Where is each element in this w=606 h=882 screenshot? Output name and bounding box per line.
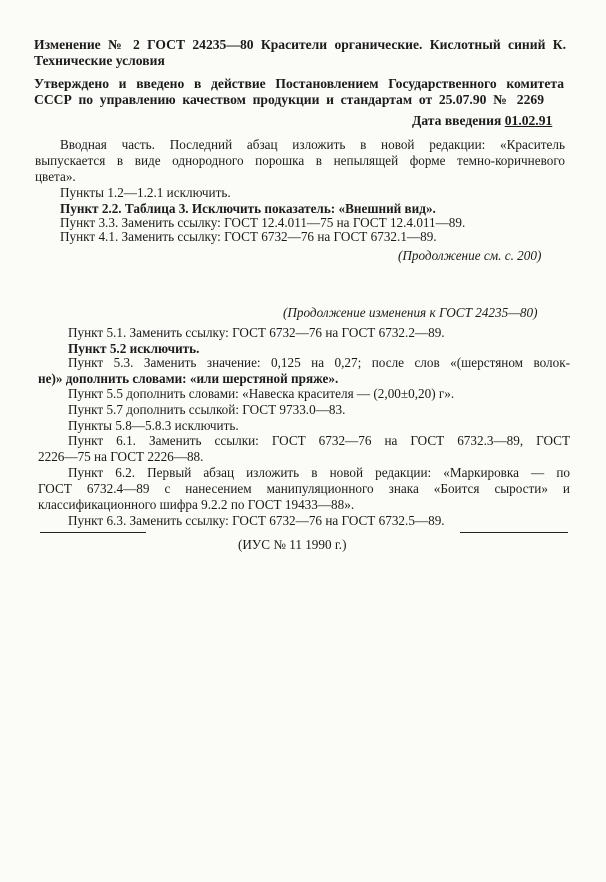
item-6-3: Пункт 6.3. Заменить ссылку: ГОСТ 6732—76 на ГОСТ 6732.5—89.: [68, 513, 445, 528]
item-4-1: Пункт 4.1. Заменить ссылку: ГОСТ 6732—76 на ГОСТ 6732.1—89.: [60, 229, 437, 244]
item-5-2: Пункт 5.2 исключить.: [68, 341, 200, 356]
source-reference: (ИУС № 11 1990 г.): [238, 537, 347, 552]
item-6-2-line2: ГОСТ 6732.4—89 с нанесением манипуляционного знака «Боится сырости» и: [38, 481, 570, 496]
intro-paragraph-line3: цвета».: [35, 169, 76, 184]
approval-line1: Утверждено и введено в действие Постановлением Государственного комитета: [34, 76, 564, 91]
approval-line2: СССР по управлению качеством продукции и стандартам от 25.07.90 № 2269: [34, 92, 544, 107]
intro-paragraph-line2: выпускается в виде однородного порошка в непылящей форме темно-коричневого: [35, 153, 565, 168]
document-title-line2: Технические условия: [34, 53, 165, 68]
item-5-7: Пункт 5.7 дополнить ссылкой: ГОСТ 9733.0—83.: [68, 402, 346, 417]
intro-paragraph-line1: Вводная часть. Последний абзац изложить в новой редакции: «Краситель: [60, 137, 565, 152]
continued-note: (Продолжение см. с. 200): [398, 248, 542, 263]
document-title-line1: Изменение № 2 ГОСТ 24235—80 Красители органические. Кислотный синий К.: [34, 37, 566, 52]
item-6-2-line3: классификационного шифра 9.2.2 по ГОСТ 19433—88».: [38, 497, 355, 512]
effective-date-label: Дата введения: [412, 113, 502, 128]
effective-date-value: 01.02.91: [504, 113, 553, 128]
item-5-3-line1: Пункт 5.3. Заменить значение: 0,125 на 0,27; после слов «(шерстяном волок-: [68, 355, 570, 370]
item-5-8: Пункты 5.8—5.8.3 исключить.: [68, 418, 239, 433]
item-3-3: Пункт 3.3. Заменить ссылку: ГОСТ 12.4.011—75 на ГОСТ 12.4.011—89.: [60, 215, 466, 230]
effective-date: [412, 114, 552, 128]
item-5-3-line2: не)» дополнить словами: «или шерстяной пряже».: [38, 371, 339, 386]
item-6-1-line1: Пункт 6.1. Заменить ссылки: ГОСТ 6732—76 на ГОСТ 6732.3—89, ГОСТ: [68, 433, 570, 448]
item-5-5: Пункт 5.5 дополнить словами: «Навеска красителя — (2,00±0,20) г».: [68, 386, 455, 401]
continuation-heading: (Продолжение изменения к ГОСТ 24235—80): [283, 305, 538, 320]
item-5-1: Пункт 5.1. Заменить ссылку: ГОСТ 6732—76 на ГОСТ 6732.2—89.: [68, 325, 445, 340]
item-6-1-line2: 2226—75 на ГОСТ 2226—88.: [38, 449, 204, 464]
item-2-2: Пункт 2.2. Таблица 3. Исключить показатель: «Внешний вид».: [60, 201, 436, 216]
item-6-2-line1: Пункт 6.2. Первый абзац изложить в новой редакции: «Маркировка — по: [68, 465, 570, 480]
footer-rule-left: [40, 532, 146, 533]
footer-rule-right: [460, 532, 568, 533]
item-1-2: Пункты 1.2—1.2.1 исключить.: [60, 185, 231, 200]
